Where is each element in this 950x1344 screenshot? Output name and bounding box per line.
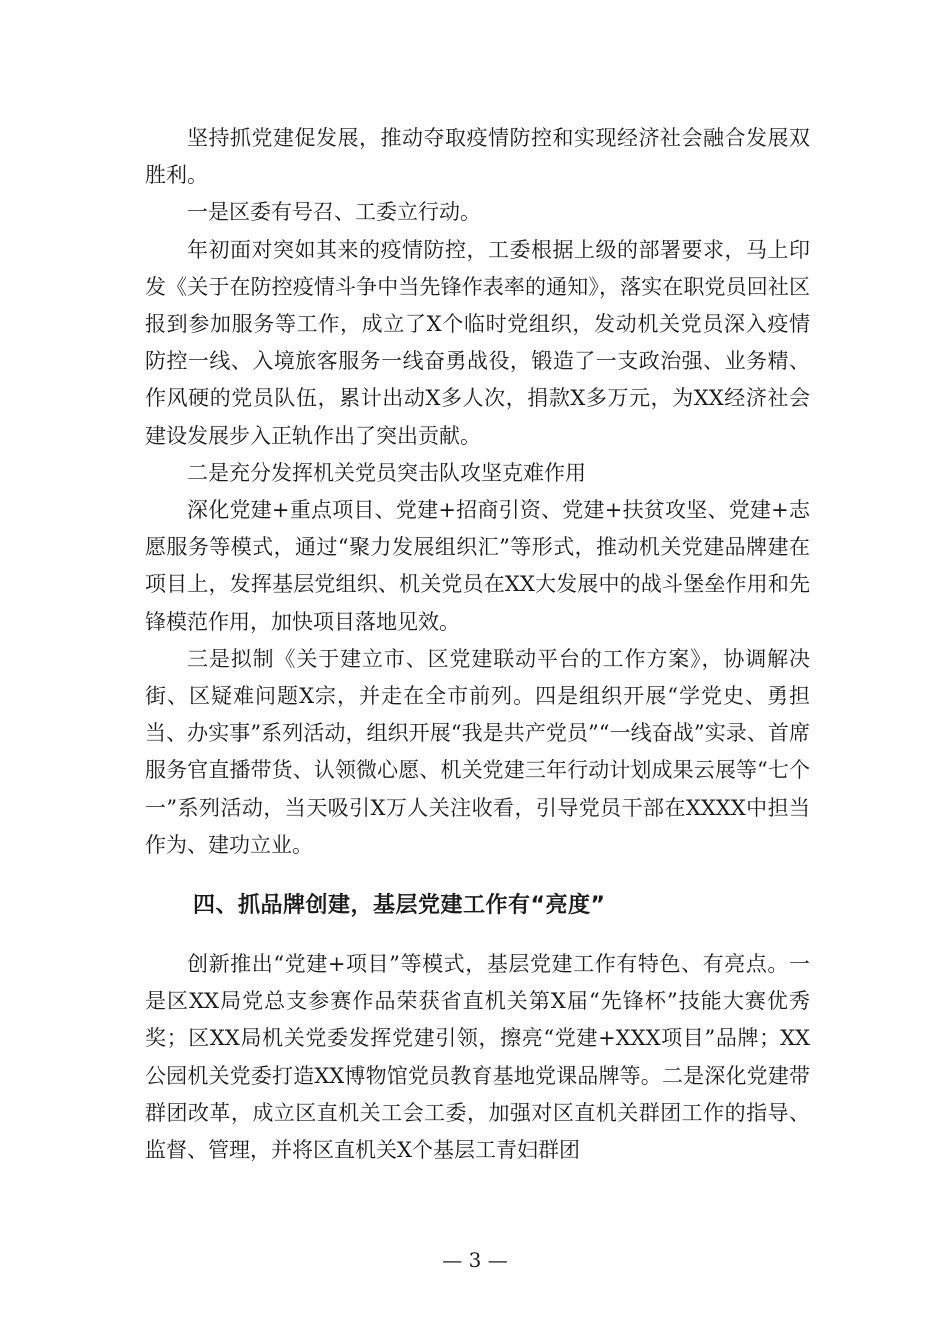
paragraph: 二是充分发挥机关党员突击队攻坚克难作用 xyxy=(187,460,586,485)
document-body xyxy=(145,120,810,1169)
paragraph: 年初面对突如其来的疫情防控，工委根据上级的部署要求，马上印发《关于在防控疫情斗争中当先锋作表率的通知》，落实在职党员回社区报到参加服务等工作，成立了X个临时党组织，发动机关党员深入疫情防控一线、入境旅客服务一线奋勇战役，锻造了一支政治强、业务精、作风硬的党员队伍，累计出动X多人次，捐款X多万元，为XX经济社会建设发展步入正轨作出了突出贡献。 xyxy=(145,237,810,448)
paragraph: 创新推出“党建+项目”等模式，基层党建工作有特色、有亮点。一是区XX局党总支参赛作品荣获省直机关第X届“先锋杯”技能大赛优秀奖；区XX局机关党委发挥党建引领，擦亮“党建+XXX项目”品牌；XX公园机关党委打造XX博物馆党员教育基地党课品牌等。二是深化党建带群团改革，成立区直机关工会工委，加强对区直机关群团工作的指导、监督、管理，并将区直机关X个基层工青妇群团 xyxy=(145,952,810,1163)
page-number: — 3 — xyxy=(442,1248,508,1272)
paragraph: 坚持抓党建促发展，推动夺取疫情防控和实现经济社会融合发展双胜利。 xyxy=(145,126,810,188)
paragraph: 一是区委有号召、工委立行动。 xyxy=(187,200,481,225)
paragraph: 三是拟制《关于建立市、区党建联动平台的工作方案》，协调解决街、区疑难问题X宗，并走在全市前列。四是组织开展“学党史、勇担当、办实事”系列活动，组织开展“我是共产党员”“一线奋战”实录、首席服务官直播带货、认领微心愿、机关党建三年行动计划成果云展等“七个一”系列活动，当天吸引X万人关注收看，引导党员干部在XXXX中担当作为、建功立业。 xyxy=(145,646,810,857)
paragraph: 深化党建+重点项目、党建+招商引资、党建+扶贫攻坚、党建+志愿服务等模式，通过“聚力发展组织汇”等形式，推动机关党建品牌建在项目上，发挥基层党组织、机关党员在XX大发展中的战斗堡垒作用和先锋模范作用，加快项目落地见效。 xyxy=(145,498,810,634)
section-heading: 四、抓品牌创建，基层党建工作有“亮度” xyxy=(193,893,606,919)
